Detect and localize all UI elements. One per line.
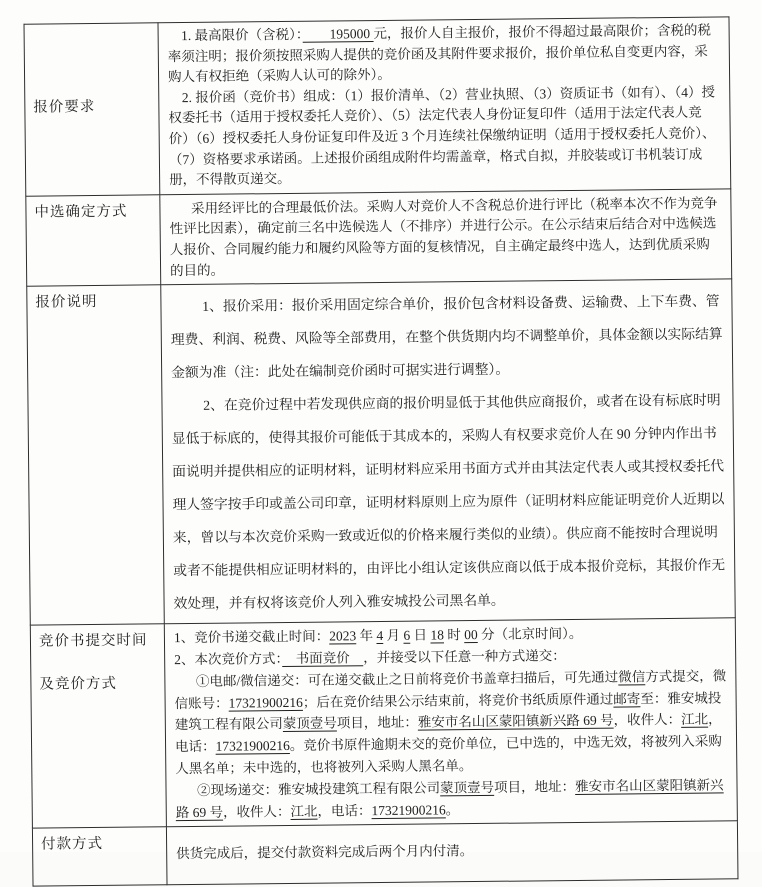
text-segment: 年 xyxy=(356,628,377,644)
row-label-submission-time-and-method xyxy=(30,624,166,829)
text-segment: 。竞价书原件逾期未交的竞价单位，已中选的，中选无效，将被列入采购人黑名单；未中选的，也将被列入采购人黑名单。 xyxy=(175,733,722,777)
paragraph xyxy=(168,20,721,88)
underlined-text: 2023 xyxy=(329,628,357,644)
row-label-line: 付款方式 xyxy=(41,836,104,853)
paragraph xyxy=(169,193,722,281)
row-quotation-notes xyxy=(27,279,736,625)
text-segment: 供货完成后，提交付款资料完成后两个月内付清。 xyxy=(176,843,474,862)
row-content-quotation-requirements xyxy=(158,17,731,195)
row-content-selection-method xyxy=(160,189,732,285)
text-segment: 日 xyxy=(410,627,431,643)
row-label-line: 报价说明 xyxy=(35,294,98,311)
row-label-quotation-notes xyxy=(27,285,165,625)
underlined-text: 00 xyxy=(464,627,478,643)
text-segment: ，电话： xyxy=(175,711,722,755)
text-segment: 2、本次竞价方式： xyxy=(174,650,283,668)
underlined-text: 雅安市名山区蒙阳镇新兴路 69 号 xyxy=(417,712,614,730)
underlined-text: 17321900216 xyxy=(371,801,446,818)
text-segment: 分（北京时间）。 xyxy=(477,626,583,643)
underlined-text: 江北 xyxy=(290,803,318,819)
text-segment: 项目，地址： xyxy=(336,714,418,731)
text-segment: 2、在竞价过程中若发现供应商的报价明显低于其他供应商报价，或者在设有标底时明显低于标底的，使得其报价可能低于其成本的，采购人有权要求竞价人在 90 分钟内作出书面说明并提供相应的证明材料，证明材料应采用书面方式并由其法定代表人或其授权委托代理人签字按手印或盖公司印章，证明材料原则上应为原件（证明材料应能证明竞价人近期以来，曾以与本次竞价采购一致或近似的价格来履行类似的业绩）。供应商不能按时合理说明或者不能提供相应证明材料的，由评比小组认定该供应商以低于成本报价竞标，其报价作无效处理，并有权将该竞价人列入雅安城投公司黑名单。 xyxy=(171,392,726,612)
text-segment: 2. 报价函（竞价书）组成：（1）报价清单、（2）营业执照、（3）资质证书（如有）、（4）授权委托书（适用于授权委托人竞价）、（5）法定代表人身份证复印件（适用于法定代表人竞价）（6）授权委托人身份证复印件及近 3 个月连续社保缴纳证明（适用于授权委托人竞价）、（7）资格要求承诺函。上述报价函组成附件均需盖章，格式自拟，并胶装或订书机装订成册，不得散页递交。 xyxy=(168,84,716,188)
text-segment: ②现场递交：雅安城投建筑工程有限公司 xyxy=(197,780,441,798)
text-segment: 采用经评比的合理最低价法。采购人对竞价人不含税总价进行评比（税率本次不作为竞争性评比因素），确定前三名中选候选人（不排序）并进行公示。在公示结束后结合对中选候选人报价、合同履约能力和履约风险等方面的复核情况，自主确定最终中选人，达到优质采购的目的。 xyxy=(169,195,718,278)
row-selection-method xyxy=(26,189,732,287)
row-label-line: 报价要求 xyxy=(33,98,96,116)
underlined-text: 17321900216 xyxy=(228,694,303,711)
underlined-text: 蒙顶壹号 xyxy=(282,715,337,732)
underlined-text: 雅安市名山区蒙阳镇新兴路 69 号 xyxy=(175,777,724,820)
row-submission-time-and-method xyxy=(30,618,737,829)
row-label-line: 中选确定方式 xyxy=(34,203,128,221)
underlined-text: 4 xyxy=(376,628,384,644)
paragraph xyxy=(170,285,723,390)
row-label-payment-method xyxy=(32,827,167,886)
paragraph xyxy=(171,384,725,621)
row-payment-method xyxy=(32,821,738,886)
row-label-line: 竞价书提交时间 xyxy=(38,632,148,650)
row-label-selection-method xyxy=(26,195,161,287)
row-label-line: 及竞价方式 xyxy=(39,675,118,693)
text-segment: 方式提交，微信账号： xyxy=(174,668,727,711)
text-segment: 时 xyxy=(443,627,465,643)
text-segment: 元，报价人自主报价，报价不得超过最高限价；含税的税率须注明；报价须按照采购人提供的竞价函及其附件要求报价，报价单位私自变更内容，采购人有权拒绝（采购人认可的除外）。 xyxy=(167,22,712,85)
underlined-text: 书面竞价 xyxy=(282,650,364,666)
text-segment: ，并接受以下任意一种方式递交： xyxy=(363,647,566,666)
underlined-text: 195000 xyxy=(302,26,374,42)
paragraph xyxy=(174,665,727,780)
underlined-text: 17321900216 xyxy=(215,738,290,754)
paragraph xyxy=(168,82,721,191)
text-segment: 1、报价采用：报价采用固定综合单价，报价包含材料设备费、运输费、上下车费、管理费、利润、税费、风险等全部费用，在整个供货期内均不调整单价，具体金额以实际结算金额为准（注：此处在编制竞价函时可据实进行调整）。 xyxy=(170,293,723,381)
text-segment: 。 xyxy=(445,801,460,817)
row-label-quotation-requirements xyxy=(24,23,160,196)
row-quotation-requirements xyxy=(24,17,731,196)
procurement-terms-table xyxy=(23,16,738,887)
paragraph xyxy=(176,838,728,865)
table-body xyxy=(24,17,738,887)
underlined-text: 6 xyxy=(403,627,411,643)
text-segment: ①电邮/微信递交：可在递交截止之日前将竞价书盖章扫描后，可先通过 xyxy=(195,669,619,689)
text-segment: 1. 最高限价（含税）： xyxy=(181,26,303,44)
row-content-payment-method xyxy=(166,821,738,885)
underlined-text: 微信 xyxy=(618,668,646,685)
paragraph xyxy=(175,774,727,823)
text-segment: 1、竞价书递交截止时间： xyxy=(173,628,330,646)
underlined-text: 蒙顶壹号 xyxy=(440,779,495,796)
text-segment: ；后在竞价结果公示结束前，将竞价书纸质原件通过 xyxy=(302,691,614,710)
underlined-text: 江北 xyxy=(680,711,709,728)
underlined-text: 18 xyxy=(430,627,445,643)
text-segment: ，收件人： xyxy=(222,803,291,820)
text-segment: 至：雅安城投建筑工程有限公司 xyxy=(174,689,722,733)
row-content-quotation-notes xyxy=(161,279,736,624)
text-segment: 项目，地址： xyxy=(494,778,576,795)
text-segment: ，电话： xyxy=(317,802,372,819)
text-segment: 月 xyxy=(383,627,404,644)
text-segment: ，收件人： xyxy=(613,712,682,728)
row-content-submission-time-and-method xyxy=(164,618,737,827)
underlined-text: 邮寄 xyxy=(613,690,641,707)
